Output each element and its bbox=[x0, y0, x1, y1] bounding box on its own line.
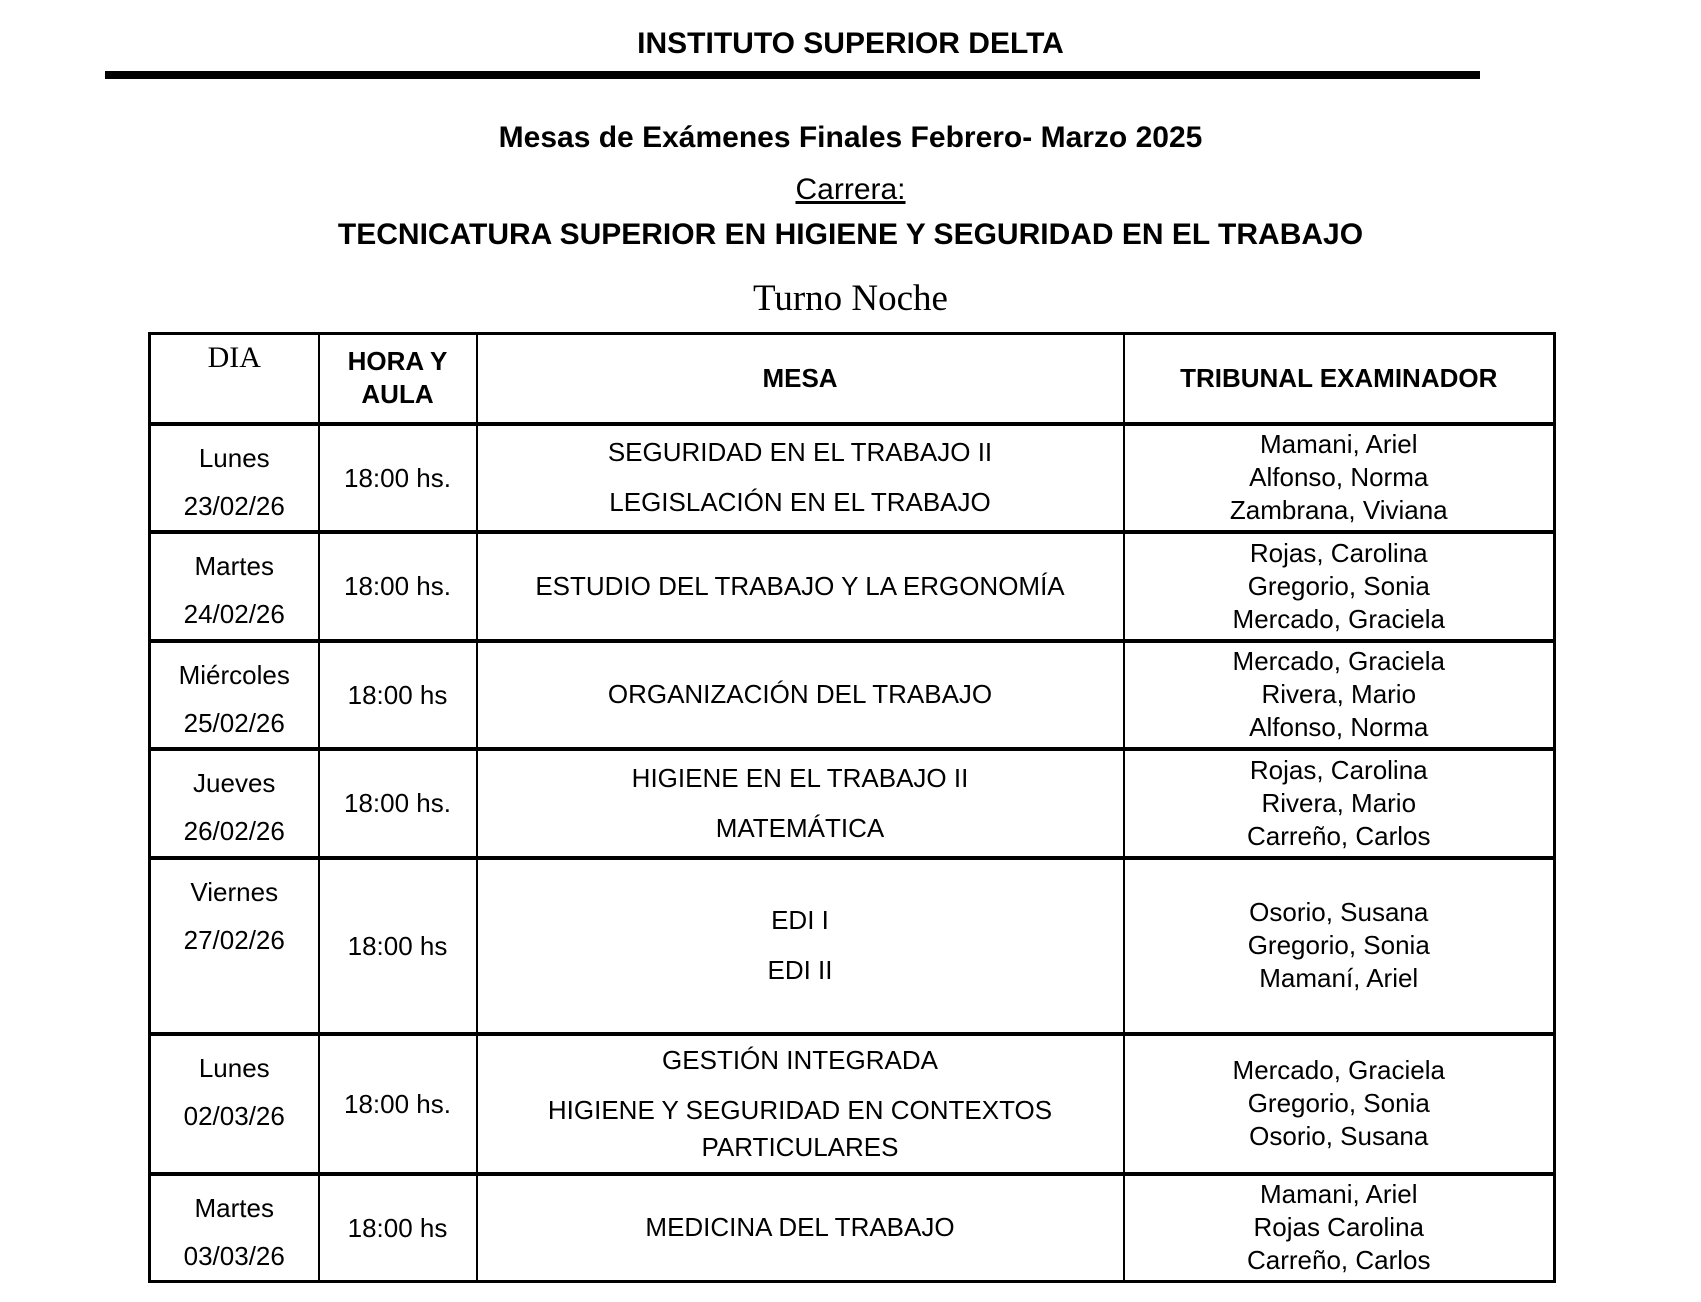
subject-line: LEGISLACIÓN EN EL TRABAJO bbox=[609, 487, 991, 517]
mesa-cell bbox=[477, 1034, 1124, 1174]
table-row bbox=[150, 749, 1555, 858]
examiner-name: Alfonso, Norma bbox=[1249, 462, 1429, 492]
examiner-name: Gregorio, Sonia bbox=[1247, 930, 1430, 960]
date-label: 03/03/26 bbox=[183, 1240, 285, 1271]
date-label: 26/02/26 bbox=[183, 815, 285, 846]
date-label: 27/02/26 bbox=[183, 924, 285, 955]
tribunal-cell bbox=[1124, 1034, 1555, 1174]
day-cell bbox=[150, 858, 319, 1034]
examiner-name: Mercado, Graciela bbox=[1232, 603, 1445, 634]
time-cell bbox=[319, 858, 477, 1034]
header-tribunal: TRIBUNAL EXAMINADOR bbox=[1124, 334, 1555, 424]
shift-title: Turno Noche bbox=[753, 278, 948, 319]
document-subtitle: Mesas de Exámenes Finales Febrero- Marzo 2025 bbox=[498, 121, 1203, 154]
date-label: 25/02/26 bbox=[183, 707, 285, 738]
examiner-name: Gregorio, Sonia bbox=[1247, 570, 1430, 601]
subject-line: PARTICULARES bbox=[701, 1131, 899, 1162]
subject bbox=[478, 902, 1123, 939]
examiner-name: Mamani, Ariel bbox=[1260, 1179, 1418, 1209]
exam-table-container bbox=[148, 332, 1556, 1283]
tribunal-cell bbox=[1124, 641, 1555, 749]
table-header bbox=[150, 334, 1555, 424]
examiner-name: Gregorio, Sonia bbox=[1247, 1088, 1430, 1118]
examiner-name: Mamani, Ariel bbox=[1260, 429, 1418, 459]
examiner-name: Alfonso, Norma bbox=[1249, 712, 1429, 742]
institution-title: INSTITUTO SUPERIOR DELTA bbox=[637, 27, 1064, 60]
mesa-cell bbox=[477, 749, 1124, 858]
time-label: 18:00 hs bbox=[347, 679, 448, 710]
examiner-name: Carreño, Carlos bbox=[1246, 820, 1431, 851]
day-label: Viernes bbox=[190, 876, 279, 907]
table-row bbox=[150, 1174, 1555, 1282]
examiner-name: Mamaní, Ariel bbox=[1259, 963, 1419, 993]
day-cell bbox=[150, 641, 319, 749]
examiner-name: Osorio, Susana bbox=[1249, 897, 1429, 927]
subject bbox=[478, 1092, 1123, 1166]
examiner-name: Rojas Carolina bbox=[1253, 1212, 1425, 1242]
mesa-cell bbox=[477, 1174, 1124, 1282]
examiner-name: Mercado, Graciela bbox=[1232, 1055, 1445, 1085]
subject bbox=[478, 952, 1123, 989]
time-cell bbox=[319, 641, 477, 749]
career-name: TECNICATURA SUPERIOR EN HIGIENE Y SEGURIDAD EN EL TRABAJO bbox=[337, 218, 1364, 251]
day-cell bbox=[150, 424, 319, 532]
day-label: Jueves bbox=[193, 767, 276, 798]
time-cell bbox=[319, 1174, 477, 1282]
subject bbox=[478, 676, 1123, 713]
examiner-name: Rivera, Mario bbox=[1261, 679, 1417, 709]
table-body bbox=[150, 424, 1555, 1282]
time-label: 18:00 hs. bbox=[344, 571, 451, 601]
examiner-name: Osorio, Susana bbox=[1249, 1121, 1429, 1151]
examiner-name: Rojas, Carolina bbox=[1249, 754, 1428, 785]
tribunal-cell bbox=[1124, 749, 1555, 858]
header-mesa: MESA bbox=[477, 334, 1124, 424]
career-label: Carrera: bbox=[795, 173, 906, 206]
time-label: 18:00 hs. bbox=[344, 1088, 451, 1119]
day-label: Martes bbox=[194, 1192, 274, 1223]
subject bbox=[478, 810, 1123, 847]
subject-line: HIGIENE EN EL TRABAJO II bbox=[631, 762, 969, 793]
time-label: 18:00 hs. bbox=[344, 788, 451, 818]
table-row bbox=[150, 424, 1555, 532]
subject bbox=[478, 434, 1123, 471]
subject bbox=[478, 484, 1123, 521]
subject-line: HIGIENE Y SEGURIDAD EN CONTEXTOS bbox=[547, 1094, 1053, 1125]
subject bbox=[478, 760, 1123, 797]
day-label: Lunes bbox=[198, 442, 270, 473]
time-cell bbox=[319, 532, 477, 641]
examiner-name: Carreño, Carlos bbox=[1246, 1245, 1431, 1275]
subject-line: MEDICINA DEL TRABAJO bbox=[645, 1212, 955, 1242]
header-dia: DIA bbox=[150, 334, 319, 424]
table-row bbox=[150, 1034, 1555, 1174]
subject-line: MATEMÁTICA bbox=[715, 812, 885, 843]
date-label: 24/02/26 bbox=[183, 598, 285, 629]
date-label: 23/02/26 bbox=[183, 490, 285, 521]
tribunal-cell bbox=[1124, 424, 1555, 532]
time-cell bbox=[319, 424, 477, 532]
title-rule bbox=[105, 71, 1480, 79]
tribunal-cell bbox=[1124, 858, 1555, 1034]
tribunal-cell bbox=[1124, 1174, 1555, 1282]
exam-table bbox=[148, 332, 1556, 1283]
examiner-name: Rivera, Mario bbox=[1261, 787, 1417, 818]
subject bbox=[478, 568, 1123, 605]
table-row bbox=[150, 641, 1555, 749]
mesa-cell bbox=[477, 532, 1124, 641]
mesa-cell bbox=[477, 858, 1124, 1034]
subject-line: EDI II bbox=[767, 955, 833, 985]
day-label: Miércoles bbox=[178, 659, 290, 690]
header-hora: HORA Y AULA bbox=[319, 334, 477, 424]
day-cell bbox=[150, 1034, 319, 1174]
day-label: Lunes bbox=[198, 1052, 270, 1083]
day-cell bbox=[150, 1174, 319, 1282]
day-label: Martes bbox=[194, 550, 274, 581]
subject bbox=[478, 1042, 1123, 1079]
subject bbox=[478, 1209, 1123, 1246]
mesa-cell bbox=[477, 641, 1124, 749]
subject-line: EDI I bbox=[771, 905, 829, 935]
time-cell bbox=[319, 749, 477, 858]
examiner-name: Mercado, Graciela bbox=[1232, 646, 1445, 676]
time-label: 18:00 hs. bbox=[344, 462, 451, 493]
subject-line: ORGANIZACIÓN DEL TRABAJO bbox=[607, 679, 993, 709]
subject-line: ESTUDIO DEL TRABAJO Y LA ERGONOMÍA bbox=[535, 570, 1065, 601]
time-label: 18:00 hs bbox=[347, 1212, 448, 1243]
subject-line: SEGURIDAD EN EL TRABAJO II bbox=[607, 437, 993, 467]
time-label: 18:00 hs bbox=[347, 930, 448, 961]
date-label: 02/03/26 bbox=[183, 1100, 285, 1131]
mesa-cell bbox=[477, 424, 1124, 532]
table-row bbox=[150, 858, 1555, 1034]
time-cell bbox=[319, 1034, 477, 1174]
day-cell bbox=[150, 532, 319, 641]
examiner-name: Zambrana, Viviana bbox=[1229, 495, 1448, 525]
examiner-name: Rojas, Carolina bbox=[1249, 537, 1428, 568]
day-cell bbox=[150, 749, 319, 858]
tribunal-cell bbox=[1124, 532, 1555, 641]
subject-line: GESTIÓN INTEGRADA bbox=[662, 1044, 938, 1075]
table-row bbox=[150, 532, 1555, 641]
header-row bbox=[150, 334, 1555, 424]
